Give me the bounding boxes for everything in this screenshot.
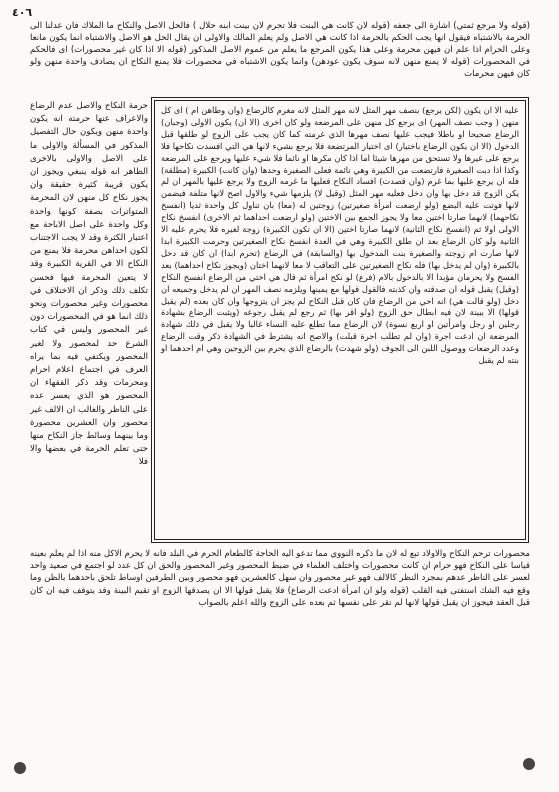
page-number: ٤٠٦ (12, 6, 33, 19)
footer-paragraph: محصورات ترحم النكاح والاولاد تبع له لان ما ذكره النووي مما تدعو اليه الحاجة كالطعام الحرم في البلد فانه لا يحرم الاكل منه اذا لم يعلم بعينه قياسا على النكاح فهو حرام ان كانت محصورات واختلف العلماء في ضبط المحصور وغير المحصور والحق ان كل عدد لو اجتمع في صعيد واحد لعسر على الناظر عدهم بمجرد النظر كالالف فهو غير محصور وان سهل كالعشرين فهو محصور وبين الطرفين اوساط تلحق باحدهما بالظن وما وقع فيه الشك استفتى فيه القلب (قوله ولو ان امرأة ادعت الرضاع) فلا يقبل قولها الا ان يصدقها الزوج او تقيم البينة وقد يتوقف فيه ان كان قبل العقد فيجوز ان يقبل قولها لانها لم تقر على نفسها ثم بعده على الزوج والله اعلم بالصواب (30, 549, 530, 608)
framed-main-paragraph: عليه الا ان يكون (لكن يرجع) بنصف مهر المثل لانه مهر المثل لانه مغرم كالرضاع (وان وطاهن ام ) اى كل منهن ( وجب نصف المهر) اى يرجع كل منهن على المرضعة ولو كان اخرى (الا ان) يكون الاولى (وجبان) الرضاع صحيحا او باطلا فيجب عليها نصف مهرها الذي غرمته كما كان يجب على الزوج لو طلقها قبل الدخول (الا ان يكون الرضاع باختيار) اى اختيار المرتضعة فلا يرجع بشيء لانها هي التي افسدت نكاحها فلا يرجع على غيرها ولا تستحق من مهرها شيئا اما اذا كان مكرها او نائما فلا شيء عليها ويرجع على المرضعة وكذا اذا دبت الصغيرة فارتضعت من الكبيرة وهي نائمة فعلى الصغيرة وحدها (وان كانت) الكبيرة (مطلقة) فله ان يرجع عليها بما غرم (وان قصدت) افساد النكاح فعليها ما غرمه الزوج ولا يرجع عليها بالمهر ان لم يكن الزوج قد دخل بها وان دخل فعليه مهر المثل (وقيل لا) يلزمها شيء والاول اصح لانها متلفة فيضمن لانها فوتت عليه البضع (ولو ارضعت امرأة صغيرتين) زوجتين له (معا) بان تناول كل واحدة ثديا (انفسخ نكاحهما) لانهما صارتا اختين معا ولا يجوز الجمع بين الاختين (ولو ارضعت احداهما ثم الاخرى) انفسخ نكاح الاولى اولا ثم (انفسخ نكاح الثانية) لانهما صارتا اختين (الا ان تكون الكبيرة) زوجة لغيره فلا يحرم عليه الا الثانية ولو كان الرضاع بعد ان طلق الكبيرة وهي في العدة انفسخ نكاح الصغيرتين وحرمت الكبيرة ابدا لانها صارت ام زوجته والصغيرة بنت المدخول بها (والسابقة) في الرضاع (تحرم ابدا) ان كان قد دخل بالكبيرة (وان لم يدخل بها) فله نكاح الصغيرتين على التعاقب لا معا لانهما اختان (ويجوز نكاح احداهما) بعد الفسخ ولا يحرمان مؤبدا الا بالدخول بالام (فرع) لو نكح امرأة ثم قال هي اختي من الرضاع انفسخ النكاح (وقيل) يقبل قوله ان صدقته وان كذبته فالقول قولها مع يمينها ويلزمه نصف المهر ان لم يدخل وجميعه ان دخل (ولو قالت هي) انه اخي من الرضاع فان كان قبل النكاح لم يجز ان يتزوجها وان كان بعده (لم يقبل قولها) الا ببينة لان فيه ابطال حق الزوج (ولو اقر بها) ثم رجع لم يقبل رجوعه (ويثبت الرضاع بشهادة رجلين او رجل وامرأتين او اربع نسوة) لان الرضاع مما تطلع عليه النساء غالبا ولا يقبل في ذلك شهادة المرضعة ان ادعت اجرة (وان لم تطلب اجرة قبلت) والاصح انه يشترط في الشهادة ذكر وقت الرضاع وعدد الرضعات ووصول اللبن الى الجوف (ولو شهدت) بالرضاع الذي يحرم بين الزوجين وهي ام احدهما او بنته لم يقبل (161, 105, 519, 366)
header-text-block (30, 20, 530, 80)
header-paragraph: (قوله ولا مرجع ثمتي) اشارة الى جعفه (قوله لان كانت هي البنت فلا تحرم لان بينت ابنه حلال ) فالحل الاصل والنكاح ما الملاك فان عدلنا الى الحرمة بالاشتباه فيقول انها يجب الحكم بالحرمة اذا كانت هي الاصل ولم يعلم المالك والاولى ان يقال الحل هو الاصل والاشتباه انما يكون مانعا وعلى الحرام اذا علم ان فيهن محرمة وعلى هذا يكون المرجع ما يعلم من عموم الاصل المذكور (قوله الا اذا كان غير محصورات) اى فالحكم في المحصورات (قوله لا يمنع منهن لانه سوف يكون عودهن) وانما يكون الاشتباه في محصورات فلا يمنع النكاح ان يصادف واحدة منهن ولو كان فيهن محرمات (30, 21, 530, 80)
framed-main-text (154, 100, 526, 540)
punch-hole-right (523, 758, 535, 770)
punch-hole-left (14, 762, 26, 774)
side-commentary-paragraph: حرمة النكاح والاصل عدم الرضاع والاعراف عنها حرمته انه يكون واحدة منهن ويكون حال التفصيل المذكور في المسألة والاولى ما على الاصل والاولى بالاخرى الظاهر انه قوله ينبغي ويجوز ان يكون قريبة كثيرة حقيقة وان يجوز نكاح كل منهن لان المحرمة المتواترات بصفة كونها واحدة وكل واحدة على اصل الاباحة مع اعتبار الكثرة وقد لا يجب الاجتناب لكون احداهن محرمة فلا يمنع من النكاح الا في القرية الكبيرة وقد لا يتعين المحرمة فيها فحسن تكلف ذلك وذكر ان الاختلاف في محصورات وغير محصورات ونحو ذلك انما هو في المحصورات دون غير المحصور وليس في كتاب الشرع حد لمحصور ولا لغير المحصور ويكتفي فيه بما يراه العرف في اجتماع اعلام احرام ومحرمات وقد ذكر الفقهاء ان المحصور هو الذي يعسر عده على الناظر والغالب ان الالف غير محصور وان العشرين محصورة وما بينهما وسائط جاز النكاح منها حتى تعلم الحرمة في بعضها والا فلا (30, 101, 148, 468)
middle-section (30, 100, 530, 544)
side-commentary-column (30, 100, 148, 544)
footer-text-block (30, 548, 530, 609)
